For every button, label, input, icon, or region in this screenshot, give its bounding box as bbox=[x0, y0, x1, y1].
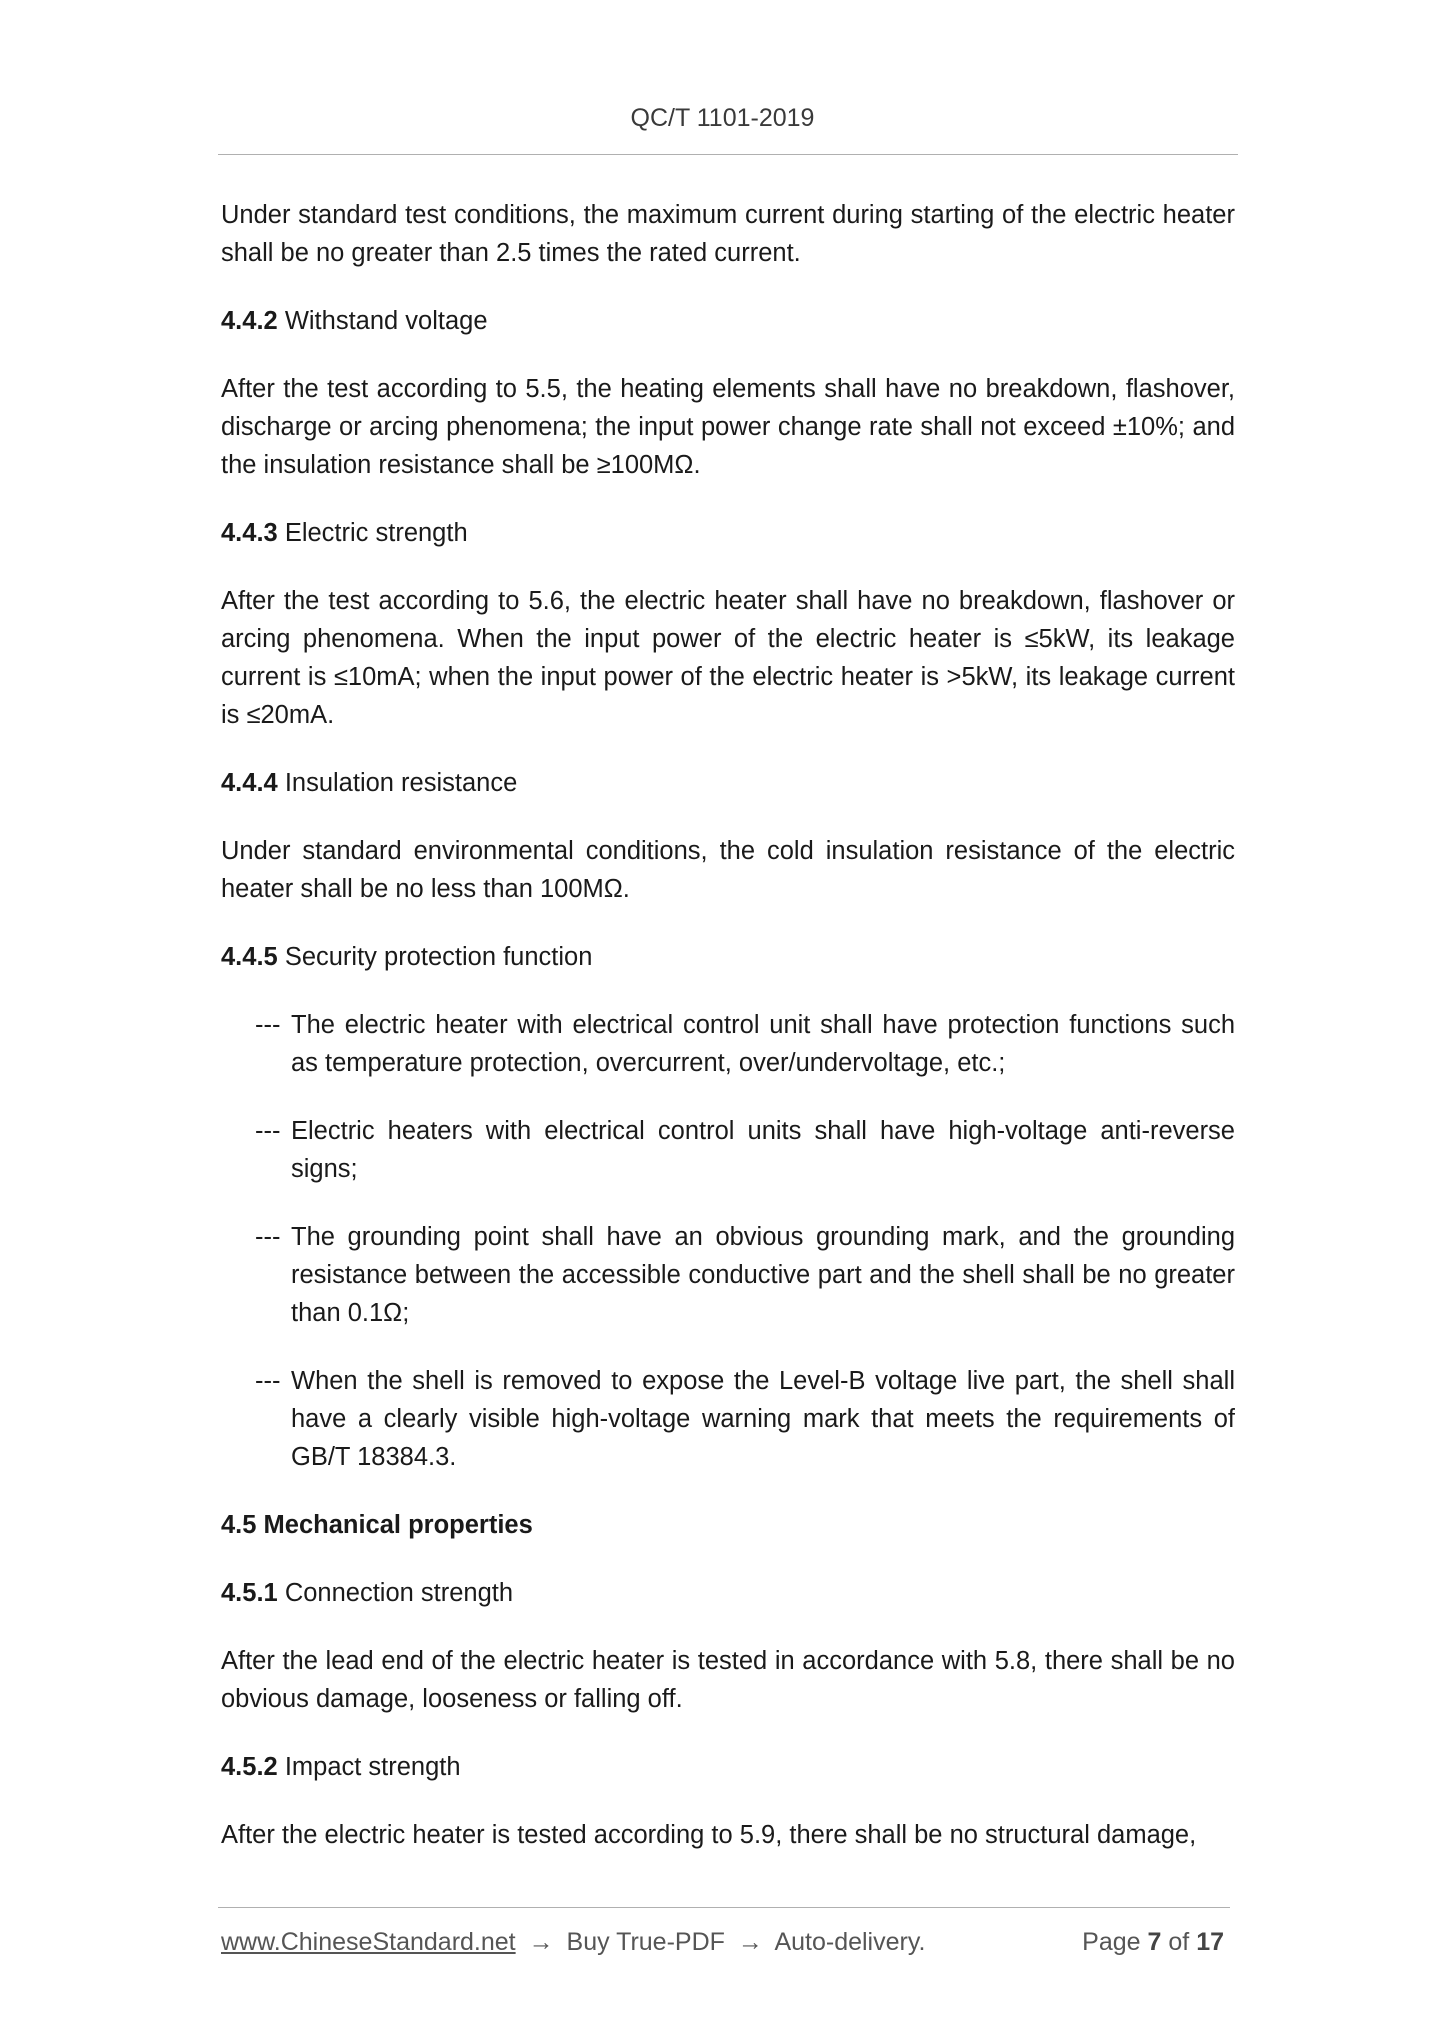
section-4-4-5-heading bbox=[221, 938, 1235, 976]
list-item-text: Electric heaters with electrical control units shall have high-voltage anti-reverse signs; bbox=[291, 1117, 1235, 1183]
section-4-4-4-text: Under standard environmental conditions, the cold insulation resistance of the electric heater shall be no less than 100MΩ. bbox=[221, 837, 1235, 903]
document-header bbox=[0, 104, 1445, 133]
list-item bbox=[221, 1362, 1235, 1476]
dash-marker: --- bbox=[255, 1367, 281, 1395]
section-number: 4.4.3 bbox=[221, 519, 278, 547]
auto-delivery-text: Auto-delivery. bbox=[774, 1928, 926, 1956]
section-4-4-3-text: After the test according to 5.6, the electric heater shall have no breakdown, flashover or arcing phenomena. When the input power of the electric heater is ≤5kW, its leakage current is ≤10mA; when the input power of the electric heater is >5kW, its leakage current is ≤20mA. bbox=[221, 587, 1235, 729]
list-item bbox=[221, 1112, 1235, 1188]
section-number: 4.4.5 bbox=[221, 943, 278, 971]
section-4-5-2-heading bbox=[221, 1748, 1235, 1786]
list-item bbox=[221, 1006, 1235, 1082]
section-4-4-2-text: After the test according to 5.5, the heating elements shall have no breakdown, flashover, discharge or arcing phenomena; the input power change rate shall not exceed ±10%; and the insulation resistance shall be ≥100MΩ. bbox=[221, 375, 1235, 479]
document-body bbox=[221, 196, 1235, 1884]
section-title: Insulation resistance bbox=[284, 769, 518, 797]
section-title: Electric strength bbox=[284, 519, 468, 547]
list-item-text: The grounding point shall have an obvious grounding mark, and the grounding resistance between the accessible conductive part and the shell shall be no greater than 0.1Ω; bbox=[291, 1223, 1235, 1327]
buy-true-pdf-text: Buy True-PDF bbox=[566, 1928, 725, 1956]
section-4-5-heading: 4.5 Mechanical properties bbox=[221, 1511, 533, 1539]
dash-marker: --- bbox=[255, 1117, 281, 1145]
document-id: QC/T 1101-2019 bbox=[630, 104, 815, 132]
list-item-text: The electric heater with electrical control unit shall have protection functions such as temperature protection, overcurrent, over/undervoltage, etc.; bbox=[291, 1011, 1235, 1077]
dash-marker: --- bbox=[255, 1223, 281, 1251]
section-4-5-1-heading bbox=[221, 1574, 1235, 1612]
page-indicator bbox=[1082, 1928, 1224, 1957]
arrow-right-icon: → bbox=[737, 1928, 763, 1956]
footer-divider bbox=[218, 1907, 1230, 1908]
section-title: Impact strength bbox=[284, 1753, 461, 1781]
dash-marker: --- bbox=[255, 1011, 281, 1039]
section-4-5-1-text: After the lead end of the electric heater is tested in accordance with 5.8, there shall be no obvious damage, looseness or falling off. bbox=[221, 1647, 1235, 1713]
page-of-label: of bbox=[1168, 1928, 1190, 1956]
section-title: Connection strength bbox=[284, 1579, 514, 1607]
intro-paragraph: Under standard test conditions, the maximum current during starting of the electric heater shall be no greater than 2.5 times the rated current. bbox=[221, 201, 1235, 267]
arrow-right-icon: → bbox=[528, 1928, 554, 1956]
section-4-4-2-heading bbox=[221, 302, 1235, 340]
section-number: 4.4.4 bbox=[221, 769, 278, 797]
page-label: Page bbox=[1082, 1928, 1141, 1956]
list-item-text: When the shell is removed to expose the Level-B voltage live part, the shell shall have a clearly visible high-voltage warning mark that meets the requirements of GB/T 18384.3. bbox=[291, 1367, 1235, 1471]
section-4-4-4-heading bbox=[221, 764, 1235, 802]
section-number: 4.4.2 bbox=[221, 307, 278, 335]
page-total: 17 bbox=[1196, 1928, 1224, 1956]
header-divider bbox=[218, 154, 1238, 155]
section-title: Security protection function bbox=[284, 943, 593, 971]
section-4-4-3-heading bbox=[221, 514, 1235, 552]
section-4-5-2-text: After the electric heater is tested according to 5.9, there shall be no structural damage, bbox=[221, 1821, 1197, 1849]
page-number: 7 bbox=[1147, 1928, 1162, 1956]
section-title: Withstand voltage bbox=[284, 307, 488, 335]
website-link[interactable]: www.ChineseStandard.net bbox=[221, 1928, 516, 1956]
section-number: 4.5.2 bbox=[221, 1753, 278, 1781]
list-item bbox=[221, 1218, 1235, 1332]
section-number: 4.5.1 bbox=[221, 1579, 278, 1607]
page-footer bbox=[221, 1928, 1230, 1957]
